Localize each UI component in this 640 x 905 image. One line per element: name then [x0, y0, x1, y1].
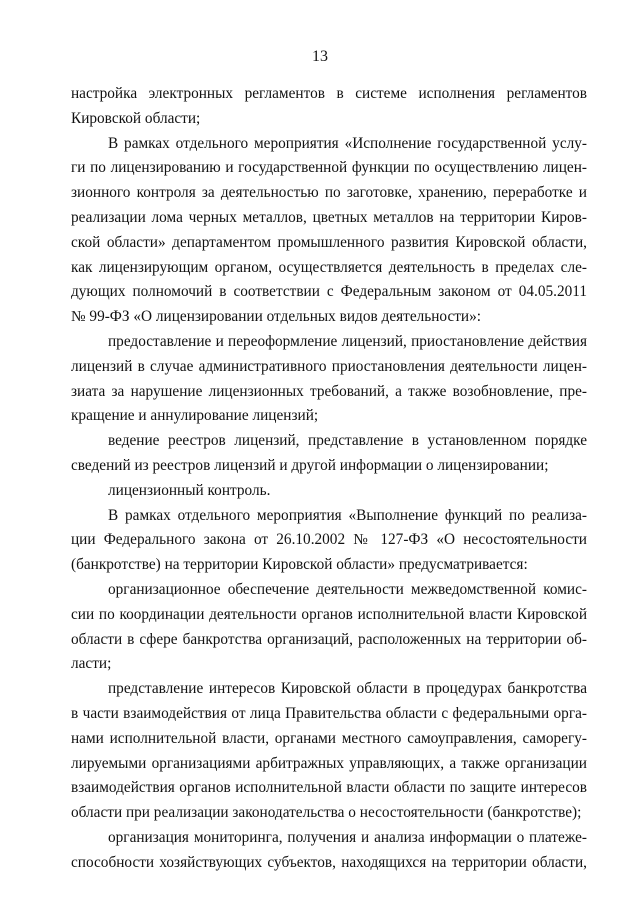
- text-line: как лицензирующим органом, осуществляется деятельность в пределах сле-: [71, 258, 587, 276]
- text-line: сии по координации деятельности органов исполнительной власти Кировской: [71, 605, 587, 623]
- text-line: лицензий в случае административного приостановления деятельности лицен-: [71, 357, 587, 375]
- text-line: (банкротстве) на территории Кировской области» предусматривается:: [71, 556, 528, 574]
- text-line: в части взаимодействия от лица Правительства области с федеральными орга-: [71, 704, 587, 722]
- text-line: ги по лицензированию и государственной функции по осуществлению лицен-: [71, 159, 587, 177]
- page-number: 13: [312, 48, 328, 65]
- text-line: способности хозяйствующих субъектов, находящихся на территории области,: [71, 853, 587, 871]
- text-line: организационное обеспечение деятельности межведомственной комис-: [108, 580, 587, 598]
- text-line: лицензионный контроль.: [108, 481, 271, 499]
- paragraph: [71, 479, 587, 504]
- text-line: зионного контроля за деятельностью по заготовке, хранению, переработке и: [71, 184, 587, 202]
- text-line: зиата за нарушение лицензионных требований, а также возобновление, пре-: [71, 382, 587, 400]
- text-line: кращение и аннулирование лицензий;: [71, 407, 319, 425]
- paragraph: [71, 826, 587, 876]
- text-line: организация мониторинга, получения и анализа информации о платеже-: [108, 828, 587, 846]
- text-line: ции Федерального закона от 26.10.2002 № 127-ФЗ «О несостоятельности: [71, 531, 587, 549]
- text-line: представление интересов Кировской области в процедурах банкротства: [108, 680, 587, 698]
- text-line: В рамках отдельного мероприятия «Выполнение функций по реализа-: [108, 506, 587, 524]
- paragraph: [71, 330, 587, 429]
- paragraph: [71, 504, 587, 578]
- text-line: ведение реестров лицензий, представление в установленном порядке: [108, 432, 587, 450]
- paragraph: [71, 578, 587, 677]
- text-line: области в сфере банкротства организаций, расположенных на территории об-: [71, 630, 587, 648]
- text-line: сведений из реестров лицензий и другой информации о лицензировании;: [71, 456, 549, 474]
- text-line: ской области» департаментом промышленного развития Кировской области,: [71, 233, 587, 251]
- text-line: настройка электронных регламентов в системе исполнения регламентов: [71, 85, 587, 102]
- paragraph: [71, 429, 587, 479]
- text-line: предоставление и переоформление лицензий, приостановление действия: [108, 332, 587, 350]
- text-line: ласти;: [71, 655, 112, 673]
- text-line: реализации лома черных металлов, цветных металлов на территории Киров-: [71, 208, 587, 226]
- text-line: № 99-ФЗ «О лицензировании отдельных видов деятельности»:: [71, 308, 482, 326]
- text-line: области при реализации законодательства о несостоятельности (банкротстве);: [71, 804, 582, 822]
- paragraph: [71, 132, 587, 330]
- text-line: лируемыми организациями арбитражных управляющих, а также организации: [71, 754, 587, 772]
- text-line: дующих полномочий в соответствии с Федеральным законом от 04.05.2011: [71, 283, 587, 301]
- paragraph: [71, 677, 587, 826]
- paragraph: [71, 82, 587, 132]
- text-line: взаимодействия органов исполнительной власти области по защите интересов: [71, 779, 587, 797]
- document-body: [71, 82, 587, 876]
- text-line: В рамках отдельного мероприятия «Исполнение государственной услу-: [108, 134, 587, 152]
- text-line: Кировской области;: [71, 109, 201, 127]
- text-line: нами исполнительной власти, органами местного самоуправления, саморегу-: [71, 729, 587, 747]
